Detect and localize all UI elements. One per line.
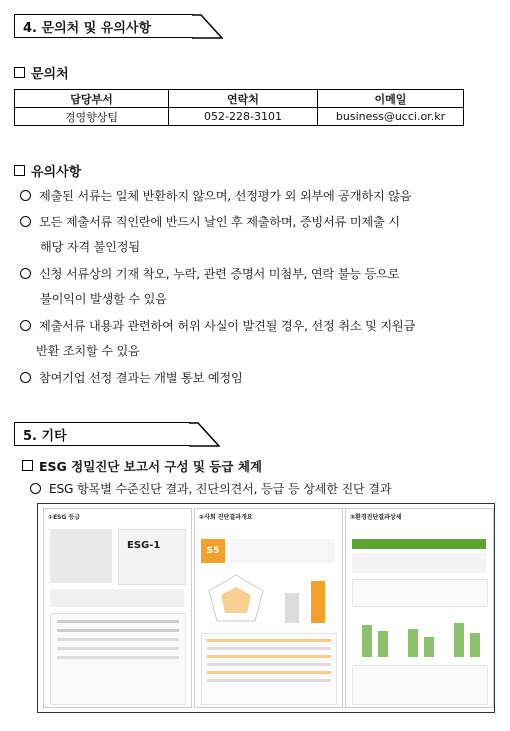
page-2-title: ②사회 진단결과개요 (199, 514, 253, 521)
tab-slant (192, 14, 223, 39)
notice-heading: 유의사항 (14, 161, 81, 180)
col-phone: 연락처 (169, 90, 318, 108)
report-preview-image (37, 503, 495, 713)
circle-bullet-icon (20, 372, 31, 383)
phone-cell: 052-228-3101 (169, 108, 318, 126)
esg-grade: ESG-1 (127, 540, 161, 551)
notice-item-cont: 불이익이 발생할 수 있음 (40, 292, 167, 306)
circle-bullet-icon (20, 320, 31, 331)
circle-bullet-icon (30, 483, 41, 494)
report-page-3 (345, 508, 494, 708)
report-page-1 (43, 508, 192, 708)
esg-bullet: ESG 항목별 수준진단 결과, 진단의견서, 등급 등 상세한 진단 결과 (30, 480, 391, 497)
social-grade-badge: S5 (201, 539, 225, 563)
notice-item-cont: 해당 자격 불인정됨 (40, 240, 140, 254)
env-bar-chart-thumbnail (352, 611, 486, 659)
notice-item: 모든 제출서류 직인란에 반드시 날인 후 제출하며, 증빙서류 미제출 시 (20, 213, 400, 230)
square-bullet-icon (22, 460, 33, 471)
notice-item: 제출된 서류는 일체 반환하지 않으며, 선정평가 외 외부에 공개하지 않음 (20, 187, 411, 204)
bar-chart-thumbnail (277, 573, 335, 625)
col-dept: 담당부서 (15, 90, 169, 108)
tab-slant (189, 422, 220, 447)
circle-bullet-icon (20, 190, 31, 201)
page-1-title: ①ESG 등급 (48, 514, 81, 521)
section-5-title: 5. 기타 (23, 429, 67, 444)
radar-chart-thumbnail (203, 571, 269, 627)
report-page-2 (194, 508, 343, 708)
notice-item: 제출서류 내용과 관련하여 허위 사실이 발견될 경우, 선정 취소 및 지원금 (20, 317, 415, 334)
contact-table-header (15, 90, 464, 108)
contact-heading: 문의처 (14, 63, 69, 82)
square-bullet-icon (14, 67, 25, 78)
circle-bullet-icon (20, 216, 31, 227)
dept-cell: 경영향상팀 (15, 108, 169, 126)
page-3-title: ③환경진단결과상세 (350, 514, 402, 521)
contact-table (14, 89, 464, 126)
section-5-header (14, 422, 190, 446)
table-row (15, 108, 464, 126)
notice-item-cont: 반환 조치할 수 있음 (36, 344, 140, 358)
section-4-header (14, 14, 193, 38)
section-4-title: 4. 문의처 및 유의사항 (23, 21, 152, 36)
square-bullet-icon (14, 165, 25, 176)
notice-item: 신청 서류상의 기재 착오, 누락, 관련 증명서 미첨부, 연락 불능 등으로 (20, 265, 399, 282)
esg-heading: ESG 정밀진단 보고서 구성 및 등급 체계 (22, 457, 262, 475)
email-cell[interactable]: business@ucci.or.kr (318, 108, 464, 126)
circle-bullet-icon (20, 268, 31, 279)
notice-item: 참여기업 선정 결과는 개별 통보 예정임 (20, 369, 243, 386)
col-email: 이메일 (318, 90, 464, 108)
